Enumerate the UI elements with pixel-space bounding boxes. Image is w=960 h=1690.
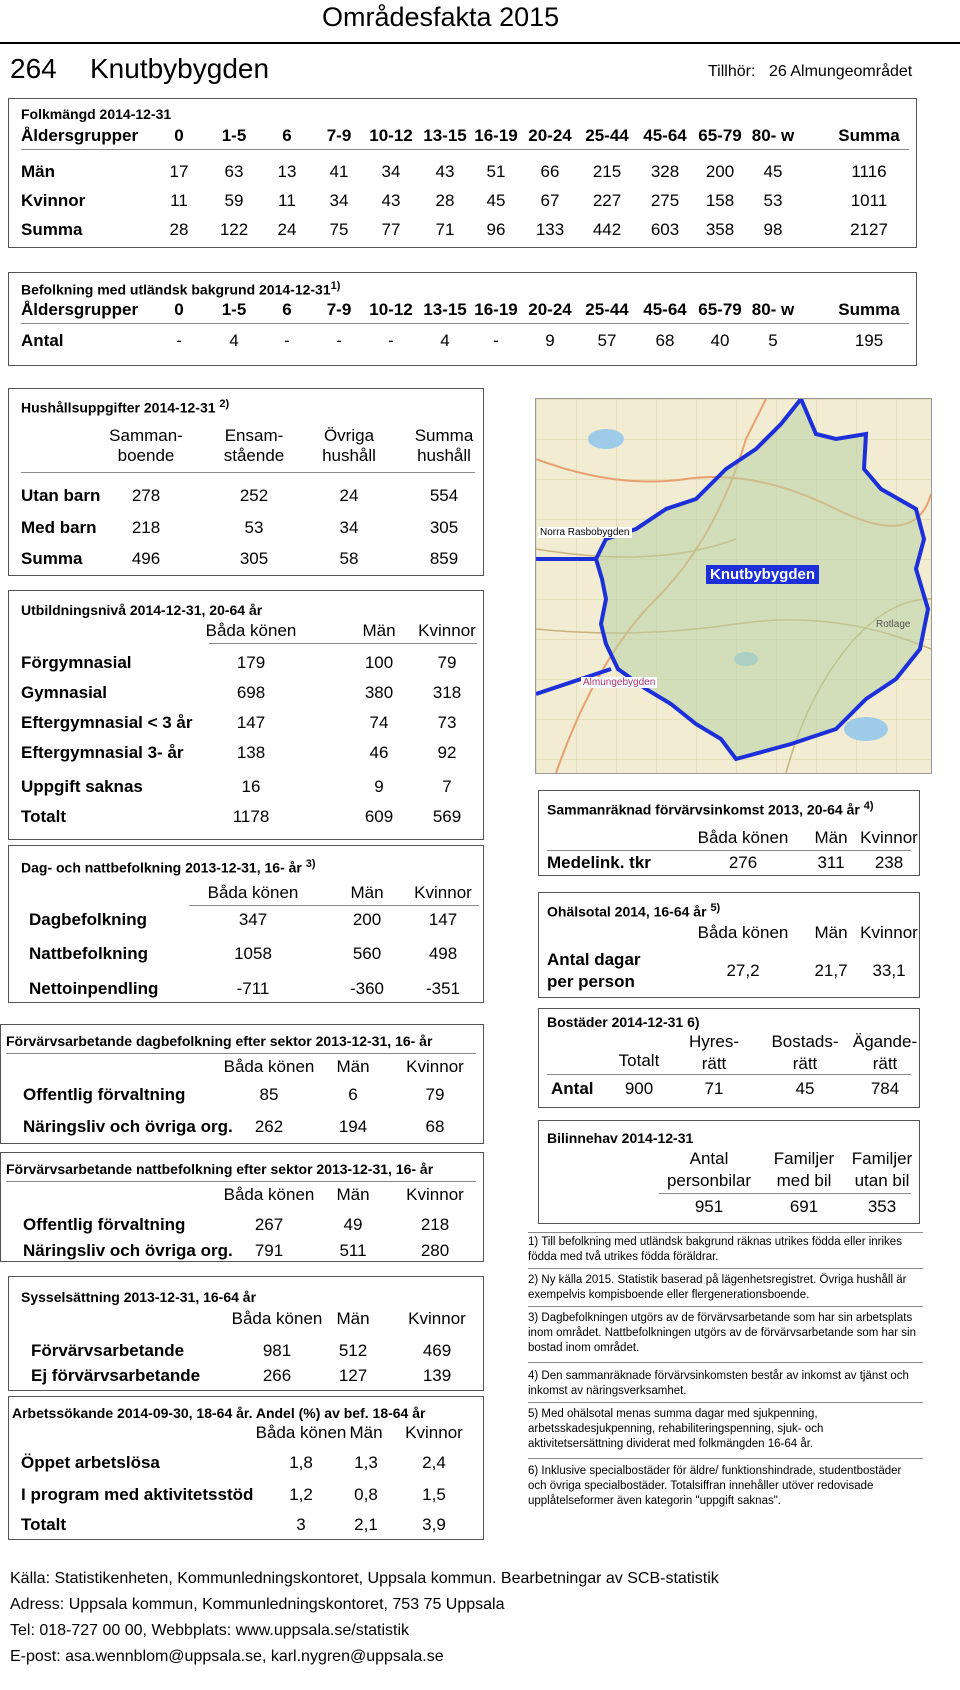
population-col-header: 25-44 — [585, 126, 629, 145]
daynight-cell: 200 — [352, 910, 382, 929]
households-cell: 252 — [239, 486, 269, 505]
households-row-label: Med barn — [21, 518, 97, 537]
day-sector-section — [0, 1024, 484, 1144]
income-value-women: 238 — [874, 853, 904, 872]
education-cell: 318 — [432, 683, 462, 702]
population-cell: 200 — [705, 162, 735, 181]
day-sector-row-label: Näringsliv och övriga org. — [23, 1117, 233, 1136]
population-cell: 11 — [278, 191, 296, 210]
education-col-header: Båda könen — [205, 621, 297, 640]
employment-section — [8, 1276, 484, 1391]
sickness-col-women: Kvinnor — [860, 923, 918, 942]
population-cell: 227 — [592, 191, 622, 210]
day-sector-row-label: Offentlig förvaltning — [23, 1085, 186, 1104]
cars-col-med-bil: Familjer med bil — [773, 1149, 835, 1190]
foreign-cell: 9 — [545, 331, 555, 350]
employment-col-header: Män — [336, 1309, 370, 1328]
night-sector-section — [0, 1152, 484, 1262]
population-cell: 43 — [381, 191, 401, 210]
employment-cell: 469 — [422, 1341, 452, 1360]
jobseekers-cell: 2,1 — [354, 1515, 378, 1534]
education-cell: 79 — [437, 653, 457, 672]
households-cell: 34 — [339, 518, 359, 537]
population-row-label: Män — [21, 162, 55, 181]
note-5-rule — [528, 1458, 923, 1459]
education-cell: 609 — [364, 807, 394, 826]
population-col-header: 16-19 — [474, 126, 518, 145]
housing-value-hyres: 71 — [704, 1079, 724, 1098]
population-cell: 275 — [650, 191, 680, 210]
day-sector-title-rule — [6, 1053, 476, 1054]
population-cell: 43 — [435, 162, 455, 181]
population-col-header: Summa — [838, 126, 900, 145]
education-cell: 380 — [364, 683, 394, 702]
sickness-col-both: Båda könen — [697, 923, 789, 942]
population-cell: 98 — [763, 220, 783, 239]
night-sector-title: Förvärvsarbetande nattbefolkning efter sektor 2013-12-31, 16- år — [6, 1161, 434, 1177]
population-cell: 358 — [705, 220, 735, 239]
footer-email: E-post: asa.wennblom@uppsala.se, karl.nygren@uppsala.se — [10, 1648, 444, 1665]
employment-row-label: Ej förvärvsarbetande — [31, 1366, 201, 1385]
education-cell: 7 — [442, 777, 452, 796]
sickness-row-label: Antal dagar per person — [547, 950, 641, 991]
education-cell: 46 — [369, 743, 389, 762]
daynight-sup: 3) — [305, 858, 316, 870]
area-name: Knutbybygden — [90, 53, 270, 84]
education-cell: 698 — [236, 683, 266, 702]
population-cell: 75 — [329, 220, 349, 239]
day-sector-cell: 6 — [348, 1085, 358, 1104]
cars-col-antal: Antal personbilar — [666, 1149, 752, 1190]
jobseekers-row-label: Totalt — [21, 1515, 67, 1534]
note-6: 6) Inklusive specialbostäder för äldre/ funktionshindrade, studentbostäder och övriga specialbostäder. Totalsiffran innehåller utöver redovisade upplåtelseformer även kategorin "uppgift saknas". — [528, 1465, 902, 1507]
income-title-wrap — [547, 800, 874, 818]
daynight-col-header: Kvinnor — [414, 883, 472, 902]
income-title: Sammanräknad förvärvsinkomst 2013, 20-64 år — [547, 801, 860, 818]
foreign-sup: 1) — [330, 280, 341, 292]
population-col-header: 1-5 — [221, 126, 247, 145]
night-sector-row-label: Offentlig förvaltning — [23, 1215, 186, 1234]
foreign-cell: 4 — [229, 331, 239, 350]
foreign-cell: - — [493, 331, 499, 350]
households-col-summa: Summa hushåll — [414, 426, 474, 465]
foreign-col-header: 0 — [174, 300, 184, 319]
foreign-col-header: 13-15 — [423, 300, 467, 319]
jobseekers-cell: 3,9 — [422, 1515, 446, 1534]
housing-col-agande: Ägande- rätt — [852, 1032, 918, 1073]
population-cell: 45 — [763, 162, 783, 181]
daynight-col-header: Män — [350, 883, 384, 902]
population-cell: 34 — [329, 191, 349, 210]
education-row-label: Totalt — [21, 807, 67, 826]
foreign-section — [8, 272, 917, 366]
population-cell: 133 — [535, 220, 565, 239]
foreign-cell: 57 — [597, 331, 617, 350]
education-row-label: Gymnasial — [21, 683, 107, 702]
night-sector-cell: 791 — [254, 1241, 284, 1260]
footer-address: Adress: Uppsala kommun, Kommunledningskontoret, 753 75 Uppsala — [10, 1596, 505, 1613]
jobseekers-cell: 3 — [296, 1515, 306, 1534]
population-col-header: 45-64 — [643, 126, 687, 145]
jobseekers-section — [8, 1396, 484, 1540]
area-code: 264 — [10, 53, 57, 84]
households-row-label: Utan barn — [21, 486, 101, 505]
households-cell: 278 — [131, 486, 161, 505]
education-cell: 74 — [369, 713, 389, 732]
day-sector-col-header: Båda könen — [223, 1057, 315, 1076]
population-cell: 28 — [435, 191, 455, 210]
population-cell: 11 — [170, 191, 188, 210]
income-col-women: Kvinnor — [860, 828, 918, 847]
income-header-rule — [547, 850, 911, 851]
households-col-ovriga: Övriga hushåll — [322, 426, 376, 465]
sickness-title: Ohälsotal 2014, 16-64 år — [547, 903, 707, 920]
sickness-value-women: 33,1 — [872, 961, 906, 980]
jobseekers-cell: 1,2 — [289, 1485, 313, 1504]
population-cell: 59 — [224, 191, 244, 210]
jobseekers-row-label: Öppet arbetslösa — [21, 1453, 160, 1472]
jobseekers-cell: 2,4 — [422, 1453, 446, 1472]
foreign-header-rule — [21, 323, 909, 324]
foreign-row-header: Åldersgrupper — [21, 300, 139, 319]
employment-row-label: Förvärvsarbetande — [31, 1341, 185, 1360]
households-col-ensam: Ensam- stående — [223, 426, 285, 465]
education-header-rule — [209, 643, 477, 644]
foreign-cell: - — [336, 331, 342, 350]
income-sup: 4) — [863, 800, 874, 812]
population-row-label: Summa — [21, 220, 83, 239]
population-col-header: 65-79 — [698, 126, 742, 145]
night-sector-cell: 49 — [343, 1215, 363, 1234]
jobseekers-cell: 0,8 — [354, 1485, 378, 1504]
foreign-col-header: 20-24 — [528, 300, 572, 319]
cars-value-antal: 951 — [694, 1197, 724, 1216]
daynight-cell: 1058 — [234, 944, 272, 963]
daynight-row-label: Dagbefolkning — [29, 910, 148, 929]
employment-col-header: Kvinnor — [408, 1309, 466, 1328]
foreign-col-header: 25-44 — [585, 300, 629, 319]
map-graphic — [536, 399, 931, 773]
foreign-col-header: 10-12 — [369, 300, 413, 319]
sickness-value-men: 21,7 — [814, 961, 848, 980]
housing-row-label: Antal — [551, 1079, 594, 1098]
foreign-col-header: Summa — [838, 300, 900, 319]
day-sector-cell: 68 — [425, 1117, 445, 1136]
education-row-label: Uppgift saknas — [21, 777, 143, 796]
housing-col-hyres: Hyres- rätt — [688, 1032, 740, 1073]
households-cell: 218 — [131, 518, 161, 537]
daynight-cell: -351 — [425, 979, 461, 998]
households-cell: 554 — [429, 486, 459, 505]
income-col-men: Män — [814, 828, 848, 847]
footer-source: Källa: Statistikenheten, Kommunledningskontoret, Uppsala kommun. Bearbetningar av SCB-statistik — [10, 1570, 719, 1587]
night-sector-row-label: Näringsliv och övriga org. — [23, 1241, 233, 1260]
households-cell: 58 — [339, 549, 359, 568]
sickness-sup: 5) — [710, 902, 721, 914]
population-cell: 96 — [486, 220, 506, 239]
population-cell: 66 — [540, 162, 560, 181]
population-cell: 13 — [277, 162, 297, 181]
population-col-header: 7-9 — [326, 126, 352, 145]
population-cell: 442 — [592, 220, 622, 239]
day-sector-cell: 262 — [254, 1117, 284, 1136]
population-header-rule — [21, 149, 909, 150]
foreign-col-header: 80- w — [751, 300, 795, 319]
households-title: Hushållsuppgifter 2014-12-31 — [21, 399, 216, 416]
day-sector-col-header: Män — [336, 1057, 370, 1076]
education-cell: 100 — [364, 653, 394, 672]
population-cell: 28 — [169, 220, 189, 239]
population-cell: 17 — [169, 162, 189, 181]
population-col-header: 20-24 — [528, 126, 572, 145]
housing-value-total: 900 — [624, 1079, 654, 1098]
education-cell: 9 — [374, 777, 384, 796]
foreign-title-wrap — [21, 280, 340, 298]
note-1: 1) Till befolkning med utländsk bakgrund räknas utrikes födda eller inrikes födda med två utrikes födda föräldrar. — [528, 1236, 902, 1263]
income-value-both: 276 — [728, 853, 758, 872]
population-col-header: 80- w — [751, 126, 795, 145]
population-cell: 77 — [381, 220, 401, 239]
foreign-col-header: 45-64 — [643, 300, 687, 319]
education-cell: 147 — [236, 713, 266, 732]
day-sector-cell: 194 — [338, 1117, 368, 1136]
foreign-col-header: 7-9 — [326, 300, 352, 319]
foreign-cell: 68 — [655, 331, 675, 350]
population-cell: 41 — [329, 162, 349, 181]
cars-title: Bilinnehav 2014-12-31 — [547, 1130, 694, 1146]
population-col-header: 0 — [174, 126, 184, 145]
households-cell: 496 — [131, 549, 161, 568]
education-cell: 1178 — [232, 807, 270, 826]
housing-header-rule — [547, 1074, 911, 1075]
education-row-label: Förgymnasial — [21, 653, 132, 672]
note-3-rule — [528, 1362, 923, 1363]
employment-cell: 127 — [338, 1366, 368, 1385]
population-cell: 158 — [705, 191, 735, 210]
note-2: 2) Ny källa 2015. Statistik baserad på lägenhetsregistret. Övriga hushåll är exempelvis kompisboende eller flergenerationsboende. — [528, 1274, 907, 1301]
population-cell: 122 — [219, 220, 249, 239]
population-cell: 45 — [486, 191, 506, 210]
households-cell: 53 — [244, 518, 264, 537]
sickness-title-wrap — [547, 902, 720, 920]
population-cell: 1116 — [851, 162, 887, 181]
income-col-both: Båda könen — [697, 828, 789, 847]
foreign-cell: 195 — [854, 331, 884, 350]
education-col-header: Män — [362, 621, 396, 640]
foreign-cell: - — [388, 331, 394, 350]
population-title: Folkmängd 2014-12-31 — [21, 106, 172, 122]
income-value-men: 311 — [817, 853, 845, 872]
population-cell: 67 — [540, 191, 560, 210]
note-4: 4) Den sammanräknade förvärvsinkomsten består av inkomst av tjänst och inkomst av näringsverksamhet. — [528, 1370, 909, 1397]
foreign-col-header: 1-5 — [221, 300, 247, 319]
education-cell: 569 — [432, 807, 462, 826]
note-5: 5) Med ohälsotal menas summa dagar med sjukpenning, arbetsskadesjukpenning, rehabiliteringspenning, sjuk- och aktivitetsersättning dividerat med folkmängden 16-64 år. — [528, 1408, 824, 1450]
night-sector-cell: 511 — [339, 1241, 367, 1260]
daynight-cell: -711 — [236, 979, 270, 998]
map-area-label: Knutbybygden — [706, 565, 819, 584]
notes-top-rule — [528, 1232, 923, 1233]
daynight-cell: 498 — [428, 944, 458, 963]
night-sector-col-header: Kvinnor — [406, 1185, 464, 1204]
employment-title: Sysselsättning 2013-12-31, 16-64 år — [21, 1289, 257, 1305]
households-sup: 2) — [219, 398, 230, 410]
area-map — [535, 398, 932, 774]
cars-value-med-bil: 691 — [789, 1197, 819, 1216]
population-cell: 328 — [650, 162, 680, 181]
housing-value-bostads: 45 — [795, 1079, 815, 1098]
foreign-col-header: 16-19 — [474, 300, 518, 319]
daynight-header-rule — [189, 905, 479, 906]
foreign-cell: 4 — [440, 331, 450, 350]
population-col-header: 10-12 — [369, 126, 413, 145]
education-col-header: Kvinnor — [418, 621, 476, 640]
population-cell: 71 — [435, 220, 455, 239]
households-section — [8, 388, 484, 576]
jobseekers-row-label: I program med aktivitetsstöd — [21, 1485, 254, 1504]
note-1-rule — [528, 1268, 923, 1269]
belongs-value: 26 Almungeområdet — [769, 63, 913, 80]
night-sector-col-header: Båda könen — [223, 1185, 315, 1204]
daynight-title-wrap — [21, 858, 316, 876]
day-sector-cell: 85 — [259, 1085, 279, 1104]
note-3: 3) Dagbefolkningen utgörs av de förvärvsarbetande som har sin arbetsplats inom området. Nattbefolkningen utgörs av de förvärvsarbetande som har sin bostad inom området. — [528, 1312, 917, 1354]
note-2-rule — [528, 1306, 923, 1307]
population-cell: 63 — [224, 162, 244, 181]
population-cell: 1011 — [850, 191, 888, 210]
daynight-section — [8, 845, 484, 1003]
income-section — [538, 790, 920, 876]
population-row-header: Åldersgrupper — [21, 126, 139, 145]
households-cell: 305 — [239, 549, 269, 568]
education-cell: 16 — [241, 777, 261, 796]
note-4-rule — [528, 1402, 923, 1403]
night-sector-cell: 280 — [420, 1241, 450, 1260]
jobseekers-col-header: Män — [349, 1423, 383, 1442]
income-row-label: Medelink. tkr — [547, 853, 651, 872]
foreign-cell: 5 — [768, 331, 778, 350]
night-sector-cell: 218 — [420, 1215, 450, 1234]
daynight-cell: 347 — [238, 910, 268, 929]
foreign-col-header: 6 — [282, 300, 292, 319]
education-cell: 138 — [236, 743, 266, 762]
education-cell: 179 — [236, 653, 266, 672]
daynight-row-label: Nettoinpendling — [29, 979, 159, 998]
map-label-norra: Norra Rasbobygden — [540, 527, 630, 538]
households-row-label: Summa — [21, 549, 83, 568]
map-label-almunge: Almungebygden — [583, 677, 656, 688]
housing-section — [538, 1008, 920, 1108]
housing-value-agande: 784 — [870, 1079, 900, 1098]
cars-header-rule — [659, 1193, 911, 1194]
education-row-label: Eftergymnasial 3- år — [21, 743, 184, 762]
housing-col-bostads: Bostads- rätt — [771, 1032, 839, 1073]
jobseekers-cell: 1,3 — [354, 1453, 378, 1472]
population-col-header: 13-15 — [423, 126, 467, 145]
households-cell: 24 — [339, 486, 359, 505]
population-section — [8, 98, 917, 248]
employment-cell: 266 — [262, 1366, 292, 1385]
document-title: Områdesfakta 2015 — [322, 2, 560, 32]
daynight-title: Dag- och nattbefolkning 2013-12-31, 16- år — [21, 859, 302, 876]
employment-cell: 512 — [338, 1341, 368, 1360]
sickness-section — [538, 892, 920, 998]
jobseekers-title: Arbetssökande 2014-09-30, 18-64 år. Andel (%) av bef. 18-64 år — [12, 1405, 426, 1421]
education-cell: 92 — [437, 743, 457, 762]
foreign-col-header: 65-79 — [698, 300, 742, 319]
households-header-rule — [21, 472, 475, 473]
population-cell: 34 — [381, 162, 401, 181]
night-sector-title-rule — [6, 1181, 476, 1182]
jobseekers-cell: 1,5 — [422, 1485, 446, 1504]
employment-cell: 981 — [262, 1341, 292, 1360]
belongs-label: Tillhör: — [708, 63, 756, 80]
day-sector-title: Förvärvsarbetande dagbefolkning efter sektor 2013-12-31, 16- år — [6, 1033, 433, 1049]
footer-phone-web: Tel: 018-727 00 00, Webbplats: www.uppsala.se/statistik — [10, 1622, 410, 1639]
night-sector-cell: 267 — [254, 1215, 284, 1234]
population-cell: 53 — [763, 191, 783, 210]
employment-cell: 139 — [422, 1366, 452, 1385]
education-section — [8, 590, 484, 840]
day-sector-col-header: Kvinnor — [406, 1057, 464, 1076]
foreign-cell: - — [176, 331, 182, 350]
jobseekers-cell: 1,8 — [289, 1453, 313, 1472]
foreign-cell: 40 — [710, 331, 730, 350]
population-cell: 51 — [486, 162, 506, 181]
day-sector-cell: 79 — [425, 1085, 445, 1104]
map-label-rotlage: Rotlage — [876, 619, 911, 630]
population-cell: 603 — [650, 220, 680, 239]
daynight-cell: -360 — [349, 979, 385, 998]
population-cell: 2127 — [850, 220, 888, 239]
daynight-cell: 560 — [352, 944, 382, 963]
households-title-wrap — [21, 398, 229, 416]
population-row-label: Kvinnor — [21, 191, 86, 210]
population-cell: 215 — [592, 162, 622, 181]
daynight-col-header: Båda könen — [207, 883, 299, 902]
cars-value-utan-bil: 353 — [867, 1197, 897, 1216]
households-cell: 305 — [429, 518, 459, 537]
population-col-header: 6 — [282, 126, 292, 145]
daynight-cell: 147 — [428, 910, 458, 929]
foreign-cell: - — [284, 331, 290, 350]
employment-col-header: Båda könen — [231, 1309, 323, 1328]
cars-col-utan-bil: Familjer utan bil — [851, 1149, 913, 1190]
education-title: Utbildningsnivå 2014-12-31, 20-64 år — [21, 602, 263, 618]
cars-section — [538, 1120, 920, 1224]
education-row-label: Eftergymnasial < 3 år — [21, 713, 193, 732]
housing-col-total: Totalt — [618, 1051, 660, 1070]
population-cell: 24 — [277, 220, 297, 239]
night-sector-col-header: Män — [336, 1185, 370, 1204]
households-cell: 859 — [429, 549, 459, 568]
sickness-value-both: 27,2 — [726, 961, 760, 980]
jobseekers-col-header: Kvinnor — [405, 1423, 463, 1442]
jobseekers-col-header: Båda könen — [255, 1423, 347, 1442]
foreign-row-label: Antal — [21, 331, 64, 350]
header-divider — [0, 42, 960, 44]
daynight-row-label: Nattbefolkning — [29, 944, 148, 963]
education-cell: 73 — [437, 713, 457, 732]
households-col-samman: Samman- boende — [109, 426, 183, 465]
housing-title: Bostäder 2014-12-31 6) — [547, 1014, 700, 1030]
sickness-col-men: Män — [814, 923, 848, 942]
foreign-title: Befolkning med utländsk bakgrund 2014-12-31 — [21, 281, 331, 298]
